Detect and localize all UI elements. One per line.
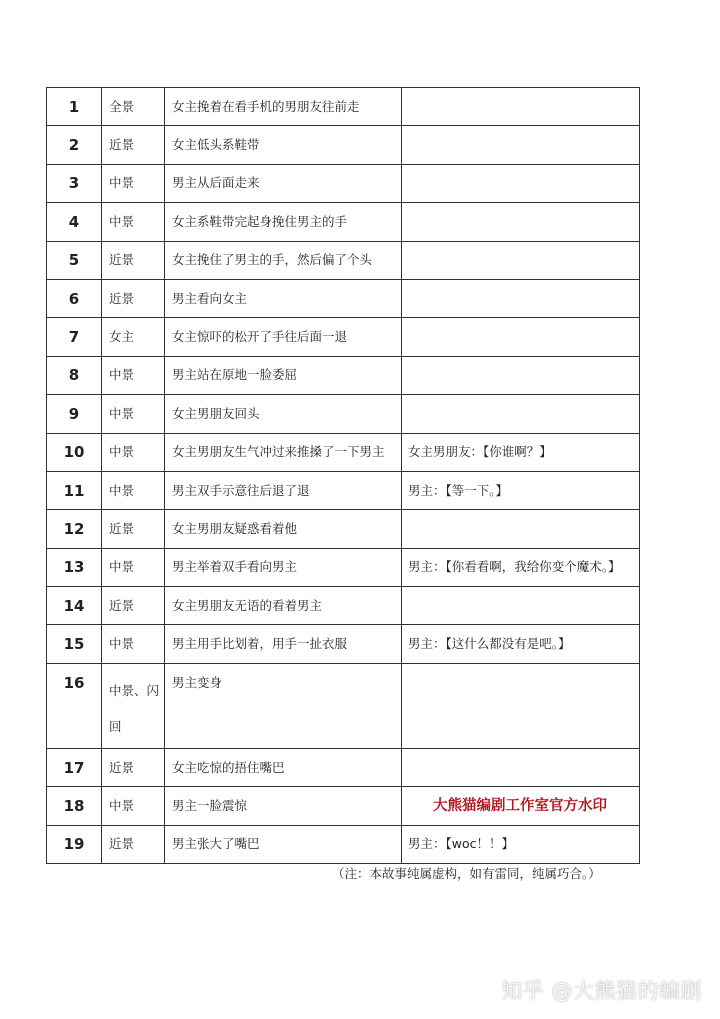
shot-type: 中景 (102, 164, 165, 202)
shot-type: 近景 (102, 587, 165, 625)
shot-action: 女主男朋友回头 (165, 395, 402, 433)
shot-action: 男主双手示意往后退了退 (165, 471, 402, 509)
shot-dialogue (402, 241, 640, 279)
table-row (47, 203, 640, 241)
disclaimer-note: （注：本故事纯属虚构，如有雷同，纯属巧合。） (332, 866, 601, 881)
shot-number: 18 (47, 787, 102, 825)
shot-number: 11 (47, 471, 102, 509)
table-row (47, 318, 640, 356)
shot-action: 女主挽着在看手机的男朋友往前走 (165, 88, 402, 126)
table-row (47, 241, 640, 279)
shot-type: 中景 (102, 203, 165, 241)
shot-dialogue (402, 663, 640, 748)
shot-type: 女主 (102, 318, 165, 356)
shot-type: 近景 (102, 126, 165, 164)
shot-type: 全景 (102, 88, 165, 126)
shot-number: 10 (47, 433, 102, 471)
shot-type: 中景 (102, 356, 165, 394)
shot-dialogue (402, 587, 640, 625)
table-row (47, 88, 640, 126)
shot-type: 近景 (102, 825, 165, 863)
table-row (47, 471, 640, 509)
shot-number: 3 (47, 164, 102, 202)
shot-type: 中景 (102, 787, 165, 825)
shot-dialogue (402, 748, 640, 786)
shot-action: 女主男朋友生气冲过来推搡了一下男主 (165, 433, 402, 471)
shot-dialogue (402, 126, 640, 164)
shot-dialogue (402, 318, 640, 356)
shot-action: 男主从后面走来 (165, 164, 402, 202)
shot-number: 4 (47, 203, 102, 241)
shot-number: 17 (47, 748, 102, 786)
shot-action: 女主惊吓的松开了手往后面一退 (165, 318, 402, 356)
shot-dialogue (402, 279, 640, 317)
table-row (47, 356, 640, 394)
table-row (47, 510, 640, 548)
shot-dialogue (402, 510, 640, 548)
shot-number: 7 (47, 318, 102, 356)
studio-watermark: 大熊猫编剧工作室官方水印 (402, 787, 640, 825)
shot-dialogue (402, 164, 640, 202)
shot-action: 女主系鞋带完起身挽住男主的手 (165, 203, 402, 241)
shot-action: 男主一脸震惊 (165, 787, 402, 825)
shot-type: 中景 (102, 433, 165, 471)
shot-action: 女主吃惊的捂住嘴巴 (165, 748, 402, 786)
table-row (47, 164, 640, 202)
shot-dialogue (402, 356, 640, 394)
zhihu-watermark: 知乎 @大熊猫的编剧 (501, 979, 702, 1003)
shot-dialogue: 男主：【这什么都没有是吧。】 (402, 625, 640, 663)
table-row (47, 748, 640, 786)
shot-action: 男主变身 (165, 663, 402, 748)
table-row (47, 548, 640, 586)
table-row (47, 126, 640, 164)
shot-type: 中景 (102, 471, 165, 509)
shot-dialogue: 男主：【等一下。】 (402, 471, 640, 509)
shot-action: 男主看向女主 (165, 279, 402, 317)
shot-action: 女主男朋友无语的看着男主 (165, 587, 402, 625)
shot-number: 14 (47, 587, 102, 625)
storyboard-table (46, 87, 640, 864)
shot-type: 近景 (102, 748, 165, 786)
shot-number: 15 (47, 625, 102, 663)
shot-number: 16 (47, 663, 102, 748)
shot-type: 中景 (102, 548, 165, 586)
shot-action: 男主用手比划着，用手一扯衣服 (165, 625, 402, 663)
shot-action: 男主举着双手看向男主 (165, 548, 402, 586)
table-row (47, 279, 640, 317)
shot-action: 女主挽住了男主的手，然后偏了个头 (165, 241, 402, 279)
table-row (47, 787, 640, 825)
table-row (47, 663, 640, 748)
shot-dialogue (402, 203, 640, 241)
shot-type: 近景 (102, 510, 165, 548)
table-row (47, 825, 640, 863)
shot-number: 13 (47, 548, 102, 586)
shot-number: 8 (47, 356, 102, 394)
shot-dialogue: 男主：【你看看啊，我给你变个魔术。】 (402, 548, 640, 586)
shot-action: 女主男朋友疑惑看着他 (165, 510, 402, 548)
shot-number: 2 (47, 126, 102, 164)
storyboard-table-body (47, 88, 640, 864)
shot-dialogue (402, 395, 640, 433)
shot-number: 19 (47, 825, 102, 863)
shot-type: 中景、闪回 (102, 663, 165, 748)
table-row (47, 587, 640, 625)
shot-type: 近景 (102, 279, 165, 317)
shot-dialogue (402, 88, 640, 126)
shot-number: 5 (47, 241, 102, 279)
shot-action: 男主张大了嘴巴 (165, 825, 402, 863)
shot-type: 中景 (102, 625, 165, 663)
table-row (47, 625, 640, 663)
shot-type: 近景 (102, 241, 165, 279)
shot-number: 6 (47, 279, 102, 317)
shot-dialogue: 男主：【woc！！】 (402, 825, 640, 863)
shot-action: 男主站在原地一脸委屈 (165, 356, 402, 394)
table-row (47, 395, 640, 433)
shot-number: 1 (47, 88, 102, 126)
shot-type: 中景 (102, 395, 165, 433)
shot-action: 女主低头系鞋带 (165, 126, 402, 164)
table-row (47, 433, 640, 471)
shot-dialogue: 女主男朋友：【你谁啊？】 (402, 433, 640, 471)
shot-number: 12 (47, 510, 102, 548)
shot-number: 9 (47, 395, 102, 433)
